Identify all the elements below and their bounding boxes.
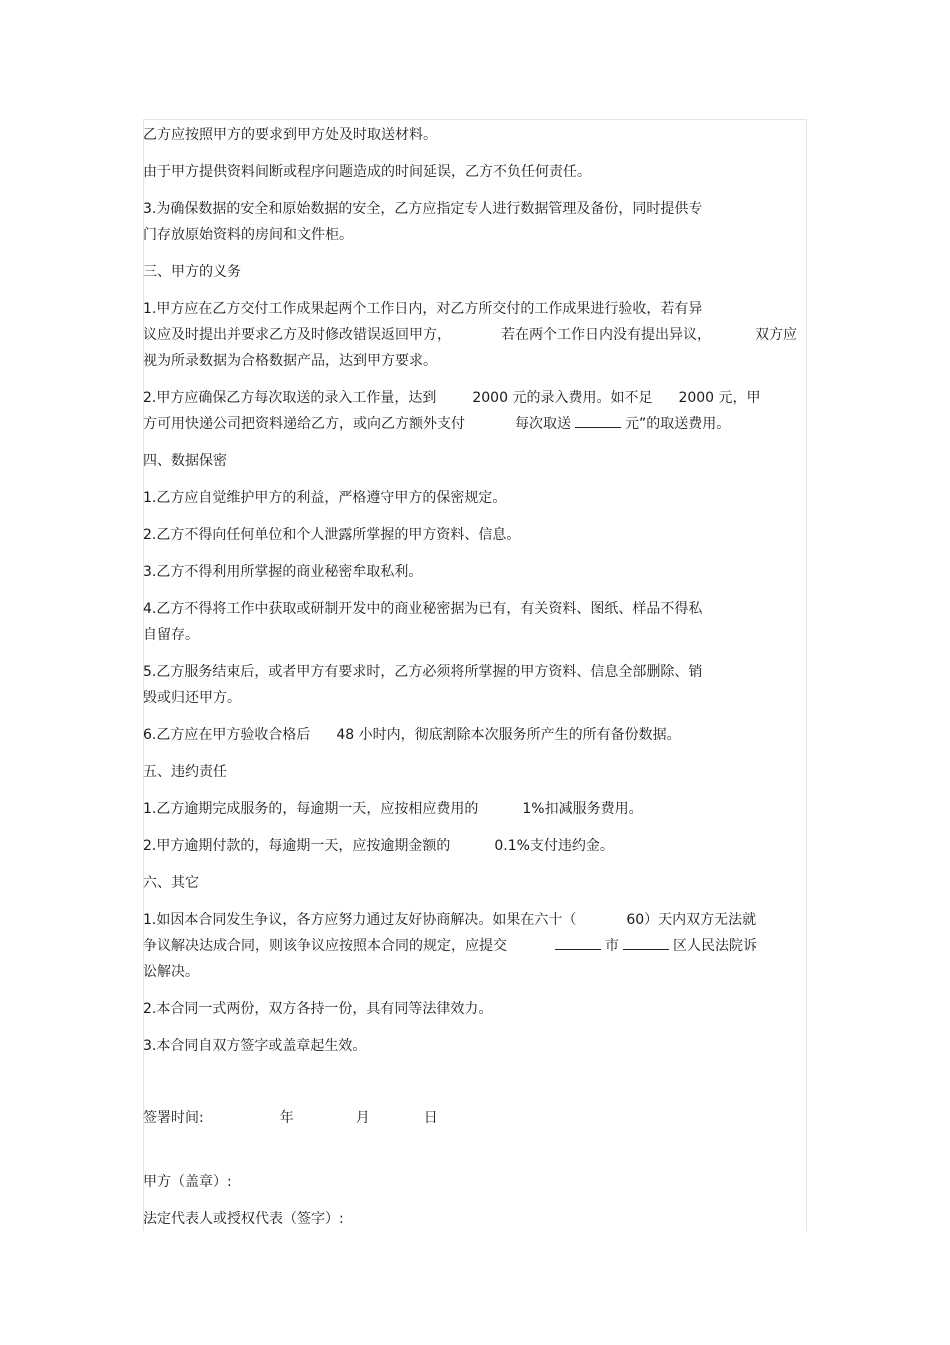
section-heading-3: 三、甲方的义务: [143, 264, 241, 280]
clause-text: [143, 907, 805, 933]
clause-text: [143, 722, 805, 748]
confidentiality-clause-4: [143, 596, 805, 648]
month-label: 月: [355, 1110, 370, 1126]
section-heading-5: 五、违约责任: [143, 764, 227, 780]
clause-text: [143, 411, 805, 437]
signing-date: [143, 1105, 805, 1131]
clause-text: 4.乙方不得将工作中获取或研制开发中的商业秘密据为已有，有关资料、图纸、样品不得私: [143, 601, 703, 617]
clause-text: 由于甲方提供资料间断或程序问题造成的时间延误，乙方不负任何责任。: [143, 164, 591, 180]
clause-text: 5.乙方服务结束后，或者甲方有要求时，乙方必须将所掌握的甲方资料、信息全部删除、销: [143, 664, 703, 680]
fill-in-blank: [623, 937, 669, 950]
section-heading-6: 六、其它: [143, 875, 199, 891]
clause-text: 3.乙方不得利用所掌握的商业秘密牟取私利。: [143, 564, 423, 580]
clause-text: 门存放原始资料的房间和文件柜。: [143, 227, 353, 243]
clause-fragment: 2.甲方逾期付款的，每逾期一天，应按逾期金额的: [143, 838, 451, 854]
section-heading-4: 四、数据保密: [143, 453, 227, 469]
clause-fragment: 双方应: [755, 327, 797, 343]
clause-text: 1.乙方应自觉维护甲方的利益，严格遵守甲方的保密规定。: [143, 490, 507, 506]
fill-in-blank: [555, 937, 601, 950]
clause-text: 讼解决。: [143, 964, 199, 980]
clause-fragment: 方可用快递公司把资料递给乙方，或向乙方额外支付: [143, 416, 465, 432]
clause-text: 自留存。: [143, 627, 199, 643]
party-a-clause-2: [143, 385, 805, 437]
clause-fragment: 每次取送: [515, 416, 571, 432]
fill-in-blank: [575, 415, 621, 428]
clause-text: 乙方应按照甲方的要求到甲方处及时取送材料。: [143, 127, 437, 143]
legal-representative-signature: 法定代表人或授权代表（签字）:: [143, 1211, 344, 1227]
clause-text: [143, 796, 805, 822]
clause-text: 3.本合同自双方签字或盖章起生效。: [143, 1038, 367, 1054]
clause-fragment: 若在两个工作日内没有提出异议，: [501, 327, 711, 343]
clause-fragment: 1%扣减服务费用。: [522, 801, 643, 817]
clause-fragment: 48 小时内，彻底割除本次服务所产生的所有备份数据。: [336, 727, 681, 743]
clause-fragment: 议应及时提出并要求乙方及时修改错误返回甲方，: [143, 327, 451, 343]
clause-fragment: 争议解决达成合同，则该争议应按照本合同的规定，应提交: [143, 938, 507, 954]
clause-text: 2.乙方不得向任何单位和个人泄露所掌握的甲方资料、信息。: [143, 527, 521, 543]
clause-fragment: 2.甲方应确保乙方每次取送的录入工作量，达到: [143, 390, 437, 406]
party-a-seal: 甲方（盖章）:: [143, 1174, 232, 1190]
clause-text: [143, 833, 805, 859]
clause-text: 视为所录数据为合格数据产品，达到甲方要求。: [143, 353, 437, 369]
clause-fragment: 市: [605, 938, 619, 954]
clause-fragment: 1.如因本合同发生争议，各方应努力通过友好协商解决。如果在六十（: [143, 912, 577, 928]
year-label: 年: [279, 1110, 294, 1126]
clause-fragment: 60）天内双方无法就: [626, 912, 757, 928]
day-label: 日: [423, 1110, 438, 1126]
other-clause-1: [143, 907, 805, 985]
clause-text: 毁或归还甲方。: [143, 690, 241, 706]
clause-fragment: 0.1%支付违约金。: [494, 838, 614, 854]
party-a-clause-1: [143, 296, 805, 374]
clause-text: [143, 385, 805, 411]
confidentiality-clause-5: [143, 659, 805, 711]
clause-fragment: 元”的取送费用。: [625, 416, 731, 432]
clause-fragment: 2000 元的录入费用。如不足: [472, 390, 653, 406]
clause-text: [143, 933, 805, 959]
signing-date-label: 签署时间:: [143, 1110, 204, 1126]
clause-text: 2.本合同一式两份，双方各持一份，具有同等法律效力。: [143, 1001, 493, 1017]
clause-fragment: 1.乙方逾期完成服务的，每逾期一天，应按相应费用的: [143, 801, 479, 817]
clause-fragment: 区人民法院诉: [673, 938, 757, 954]
clause-text: 3.为确保数据的安全和原始数据的安全，乙方应指定专人进行数据管理及备份，同时提供专: [143, 201, 703, 217]
clause-fragment: 2000 元，甲: [678, 390, 761, 406]
clause-3: [143, 196, 805, 248]
clause-text: 1.甲方应在乙方交付工作成果起两个工作日内，对乙方所交付的工作成果进行验收，若有异: [143, 301, 703, 317]
contract-body: [143, 122, 805, 1232]
clause-text: [143, 322, 805, 348]
clause-fragment: 6.乙方应在甲方验收合格后: [143, 727, 311, 743]
